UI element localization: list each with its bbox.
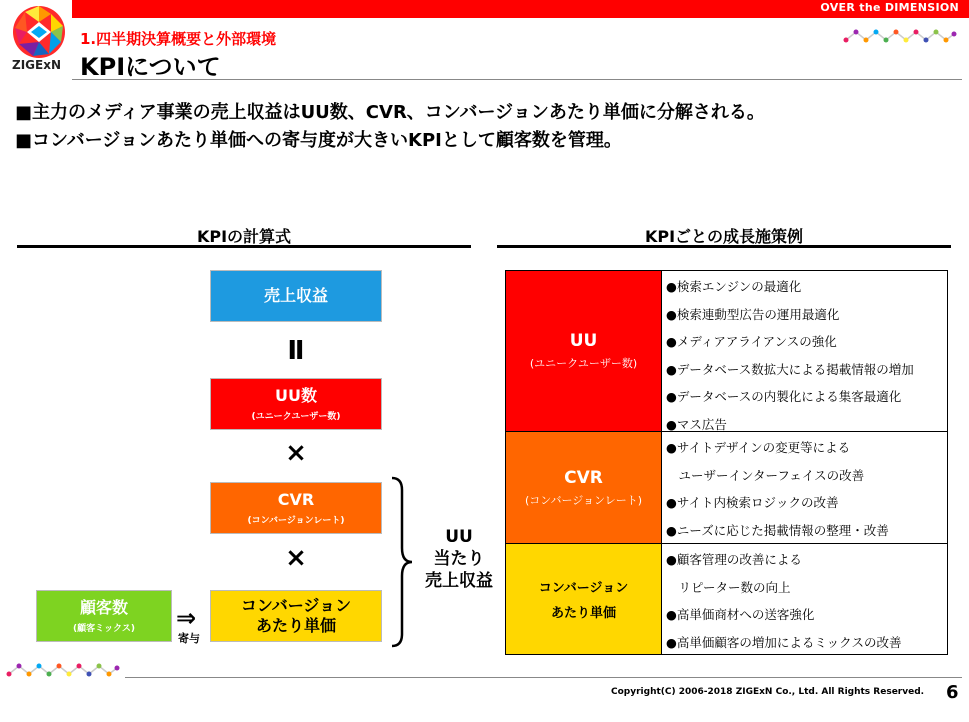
kpi-label-cvr: CVR: [564, 467, 603, 488]
bullet-1: ■主力のメディア事業の売上収益はUU数、CVR、コンバージョンあたり単価に分解される。: [15, 102, 765, 123]
uu-revenue-line1: UU: [445, 527, 473, 547]
list-item: ●メディアアライアンスの強化: [666, 334, 837, 349]
kpi-items-cpa: [666, 546, 902, 656]
copyright-text: Copyright(C) 2006-2018 ZIGExN Co., Ltd. All Rights Reserved.: [611, 687, 925, 697]
kpi-items-cvr: [666, 434, 889, 544]
customers-box: [36, 590, 172, 642]
uu-box-sublabel: (ユニークユーザー数): [251, 412, 341, 422]
uu-revenue-label: [414, 526, 504, 592]
measures-heading: KPIごとの成長施策例: [644, 227, 804, 246]
kpi-sublabel-uu: (ユニークユーザー数): [529, 357, 638, 370]
kpi-measures-table: [505, 270, 948, 655]
uu-revenue-line3: 売上収益: [425, 571, 493, 591]
section-title: 1.四半期決算概要と外部環境: [80, 30, 277, 48]
list-item: ●ニーズに応じた掲載情報の整理・改善: [666, 522, 889, 538]
kpi-row-uu: [506, 271, 947, 432]
times-sign-1: ×: [285, 438, 307, 468]
list-item: ●検索連動型広告の運用最適化: [666, 306, 840, 322]
right-brace-icon: [388, 476, 416, 648]
kpi-sublabel-cvr: (コンバージョンレート): [524, 493, 643, 507]
contribution-label: 寄与: [178, 632, 200, 645]
customers-box-sublabel: (顧客ミックス): [73, 624, 135, 634]
list-item: ●高単価商材への送客強化: [666, 607, 815, 622]
formula-heading: KPIの計算式: [196, 227, 292, 246]
tagline: OVER the DIMENSION: [820, 1, 959, 14]
bullet-2: ■コンバージョンあたり単価への寄与度が大きいKPIとして顧客数を管理。: [15, 130, 622, 151]
list-item: ●高単価顧客の増加によるミックスの改善: [666, 634, 902, 650]
equals-sign: Ⅱ: [287, 336, 305, 366]
revenue-label: 売上収益: [263, 286, 328, 305]
cpa-box-line1: コンバージョン: [240, 596, 352, 615]
kpi-label-cpa-line2: あたり単価: [550, 606, 616, 621]
kpi-items-uu: [666, 273, 914, 438]
cpa-box: [210, 590, 382, 642]
kpi-label-uu: UU: [569, 331, 598, 351]
zigzag-dots-decoration: [842, 26, 958, 46]
list-item: ●顧客管理の改善による: [666, 552, 802, 567]
kpi-row-cpa: [506, 544, 947, 654]
cvr-box: [210, 482, 382, 534]
list-item: ユーザーインターフェイスの改善: [666, 467, 865, 483]
customers-box-label: 顧客数: [79, 598, 128, 617]
footer-divider: [125, 677, 962, 678]
list-item: ●マス広告: [666, 416, 727, 432]
kpi-label-cpa-line1: コンバージョン: [538, 581, 629, 596]
kpi-cell-uu: [506, 271, 662, 431]
kpi-cell-cvr: [506, 432, 662, 543]
list-item: リピーター数の向上: [666, 579, 791, 595]
list-item: ●データベース数拡大による掲載情報の増加: [666, 361, 914, 377]
title-divider: [72, 79, 962, 80]
page-number: 6: [946, 682, 959, 703]
zigzag-dots-footer-decoration: [5, 660, 121, 680]
kpi-row-cvr: [506, 432, 947, 544]
uu-box-label: UU数: [275, 386, 317, 405]
measures-heading-rule: [497, 245, 951, 248]
cvr-box-label: CVR: [277, 490, 315, 509]
page-title: KPIについて: [80, 53, 221, 81]
list-item: ●データベースの内製化による集客最適化: [666, 389, 902, 404]
revenue-box: [210, 270, 382, 322]
formula-heading-rule: [17, 245, 471, 248]
times-sign-2: ×: [285, 543, 307, 573]
uu-revenue-line2: 当たり: [433, 549, 485, 569]
contribution-arrow-icon: ⇒: [176, 604, 197, 632]
list-item: ●検索エンジンの最適化: [666, 279, 802, 294]
uu-box: [210, 378, 382, 430]
list-item: ●サイト内検索ロジックの改善: [666, 495, 839, 510]
logo-wordmark: ZIGExN: [12, 58, 61, 72]
list-item: ●サイトデザインの変更等による: [666, 440, 851, 455]
kpi-cell-cpa: [506, 544, 662, 654]
zigexn-logo-icon: [11, 4, 67, 60]
cvr-box-sublabel: (コンバージョンレート): [247, 516, 345, 526]
cpa-box-line2: あたり単価: [255, 616, 336, 635]
